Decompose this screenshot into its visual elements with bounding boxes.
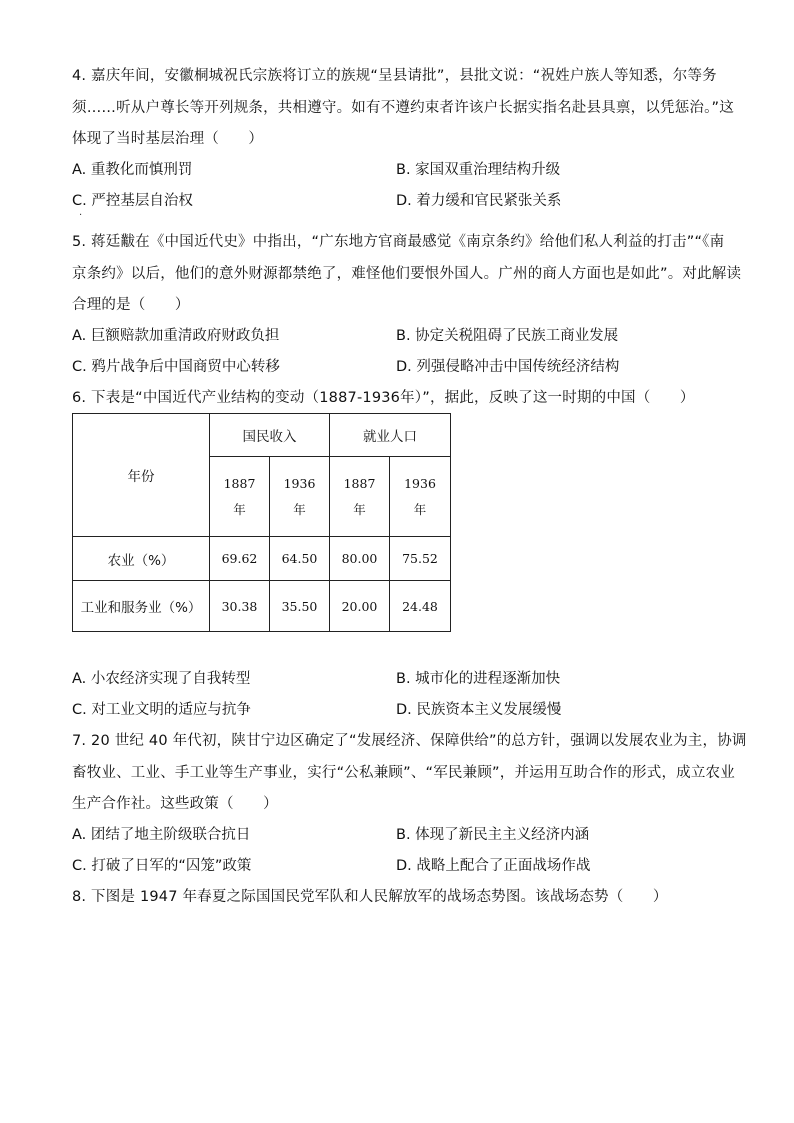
table-row bbox=[73, 537, 451, 581]
table-year-cell bbox=[270, 457, 330, 537]
question-6-option-c: C. 对工业文明的适应与抗争 bbox=[72, 702, 251, 718]
year-unit: 年 bbox=[293, 501, 306, 517]
question-6-stem: 6. 下表是“中国近代产业结构的变动（1887-1936年）”，据此，反映了这一时期的中国（ ） bbox=[72, 390, 695, 406]
table-cell: 35.50 bbox=[270, 581, 330, 632]
year-unit: 年 bbox=[233, 501, 246, 517]
question-7-option-a: A. 团结了地主阶级联合抗日 bbox=[72, 827, 251, 843]
table-cell: 64.50 bbox=[270, 537, 330, 581]
table-header-national-income: 国民收入 bbox=[210, 414, 330, 457]
question-7-option-c: C. 打破了日军的“囚笼”政策 bbox=[72, 858, 252, 874]
year-number: 1936 bbox=[404, 475, 436, 491]
question-7-option-d: D. 战略上配合了正面战场作战 bbox=[396, 858, 591, 874]
table-row bbox=[73, 581, 451, 632]
question-5-option-a: A. 巨额赔款加重清政府财政负担 bbox=[72, 328, 280, 344]
table-header-year: 年份 bbox=[73, 414, 210, 537]
question-7-line-3: 生产合作社。这些政策（ ） bbox=[72, 796, 278, 812]
question-4-option-d: D. 着力缓和官民紧张关系 bbox=[396, 193, 562, 209]
question-6-option-b: B. 城市化的进程逐渐加快 bbox=[396, 671, 561, 687]
table-year-cell bbox=[330, 457, 390, 537]
question-4-line-3: 体现了当时基层治理（ ） bbox=[72, 131, 264, 147]
question-4-option-b: B. 家国双重治理结构升级 bbox=[396, 162, 561, 178]
table-cell: 20.00 bbox=[330, 581, 390, 632]
question-4-option-a: A. 重教化而慎刑罚 bbox=[72, 162, 193, 178]
question-5-option-d: D. 列强侵略冲击中国传统经济结构 bbox=[396, 359, 620, 375]
question-6-option-a: A. 小农经济实现了自我转型 bbox=[72, 671, 251, 687]
year-number: 1887 bbox=[223, 475, 256, 491]
table-cell: 24.48 bbox=[390, 581, 451, 632]
question-5-line-3: 合理的是（ ） bbox=[72, 297, 190, 313]
question-5-option-c: C. 鸦片战争后中国商贸中心转移 bbox=[72, 359, 280, 375]
year-number: 1936 bbox=[283, 475, 316, 491]
table-header-employment: 就业人口 bbox=[330, 414, 451, 457]
industry-structure-table bbox=[72, 413, 451, 632]
question-7-line-2: 畜牧业、工业、手工业等生产事业，实行“公私兼顾”、“军民兼顾”，并运用互助合作的形式，成立农业 bbox=[72, 765, 735, 781]
table-cell: 69.62 bbox=[210, 537, 270, 581]
question-7-option-b: B. 体现了新民主主义经济内涵 bbox=[396, 827, 590, 843]
year-unit: 年 bbox=[353, 501, 366, 517]
table-cell: 80.00 bbox=[330, 537, 390, 581]
scan-dot-mark: · bbox=[79, 210, 83, 221]
table-row-label: 工业和服务业（%） bbox=[73, 581, 210, 632]
table-year-cell bbox=[210, 457, 270, 537]
question-6-option-d: D. 民族资本主义发展缓慢 bbox=[396, 702, 562, 718]
table-cell: 30.38 bbox=[210, 581, 270, 632]
question-8-stem: 8. 下图是 1947 年春夏之际国国民党军队和人民解放军的战场态势图。该战场态势（ ） bbox=[72, 889, 668, 905]
question-5-line-1: 5. 蒋廷黻在《中国近代史》中指出，“广东地方官商最感觉《南京条约》给他们私人利益的打击”“《南 bbox=[72, 234, 725, 250]
year-number: 1887 bbox=[343, 475, 376, 491]
table-cell: 75.52 bbox=[390, 537, 451, 581]
question-4-line-1: 4. 嘉庆年间，安徽桐城祝氏宗族将订立的族规“呈县请批”，县批文说：“祝姓户族人等知悉，尔等务 bbox=[72, 68, 717, 84]
question-5-line-2: 京条约》以后，他们的意外财源都禁绝了，难怪他们要恨外国人。广州的商人方面也是如此”。对此解读 bbox=[72, 266, 742, 282]
table-year-cell bbox=[390, 457, 451, 537]
year-unit: 年 bbox=[413, 501, 427, 517]
question-4-option-c: C. 严控基层自治权 bbox=[72, 193, 193, 209]
question-4-line-2: 须……听从户尊长等开列规条，共相遵守。如有不遵约束者许该户长据实指名赴县具禀，以凭惩治。”这 bbox=[72, 100, 734, 116]
question-5-option-b: B. 协定关税阻碍了民族工商业发展 bbox=[396, 328, 619, 344]
table-row-label: 农业（%） bbox=[73, 537, 210, 581]
question-7-line-1: 7. 20 世纪 40 年代初，陕甘宁边区确定了“发展经济、保障供给”的总方针，强调以发展农业为主，协调 bbox=[72, 733, 747, 749]
